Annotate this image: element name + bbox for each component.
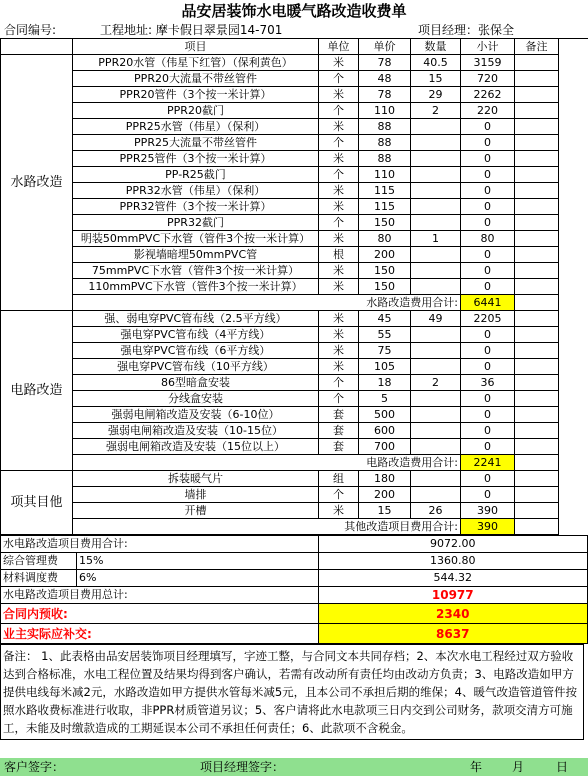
quantity bbox=[411, 151, 461, 167]
table-row bbox=[1, 311, 559, 327]
section-subtotal-label: 水路改造费用合计: bbox=[73, 295, 461, 311]
table-row bbox=[1, 55, 559, 71]
item-name: 开槽 bbox=[73, 503, 319, 519]
subtotal: 0 bbox=[461, 215, 515, 231]
material-row bbox=[1, 570, 588, 587]
header-blank bbox=[1, 39, 73, 55]
subtotal: 220 bbox=[461, 103, 515, 119]
quantity bbox=[411, 343, 461, 359]
remark bbox=[515, 279, 559, 295]
unit: 个 bbox=[319, 167, 359, 183]
material-rate: 6% bbox=[76, 570, 318, 587]
table-row bbox=[1, 407, 559, 423]
unit-price: 88 bbox=[359, 119, 411, 135]
section-subtotal-remark bbox=[515, 519, 559, 535]
remarks: 备注： 1、此表格由品安居装饰项目经理填写，字迹工整，与合同文本共同存档；2、本次水电工程经过双方验收达到合格标准，水电工程位置及结果均得到客户确认，若需有改动所有责任均由改动方负责；3、电路改造如甲方提供电线每米减2元，水路改造如甲方提供水管每米减5元，且本公司不承担后期的维保；4、暖气改造管道管件按照水路收费标准进行收取，非PPR材质管道另议；5、客户请将此水电款项三日内交到公司财务，款项交清方可施工，未能及时缴款造成的工期延误本公司不承担任何责任；6、此款项不含税金。 bbox=[0, 644, 584, 740]
quantity: 1 bbox=[411, 231, 461, 247]
unit-price: 78 bbox=[359, 87, 411, 103]
unit: 米 bbox=[319, 263, 359, 279]
remark bbox=[515, 423, 559, 439]
subtotal: 0 bbox=[461, 183, 515, 199]
unit: 套 bbox=[319, 439, 359, 455]
item-name: PPR20管件（3个按一米计算） bbox=[73, 87, 319, 103]
client-signature-label: 客户签字： bbox=[4, 760, 65, 774]
grand-value: 10977 bbox=[318, 587, 587, 604]
section-subtotal-row bbox=[1, 455, 559, 471]
month-label: 月 bbox=[512, 760, 525, 774]
item-name: 强弱电闸箱改造及安装（10-15位） bbox=[73, 423, 319, 439]
project-address: 工程地址: 摩卡假日翠景园14-701 bbox=[100, 23, 283, 37]
table-row bbox=[1, 231, 559, 247]
item-name: PPR25管件（3个按一米计算） bbox=[73, 151, 319, 167]
quantity: 49 bbox=[411, 311, 461, 327]
remark bbox=[515, 311, 559, 327]
item-name: PPR25大流量不带丝管件 bbox=[73, 135, 319, 151]
table-row bbox=[1, 423, 559, 439]
item-name: 强电穿PVC管布线（10平方线） bbox=[73, 359, 319, 375]
item-name: 强弱电闸箱改造及安装（6-10位） bbox=[73, 407, 319, 423]
subtotal: 2262 bbox=[461, 87, 515, 103]
manager-signature-label: 项目经理签字： bbox=[200, 760, 285, 774]
table-row bbox=[1, 119, 559, 135]
owner-value: 8637 bbox=[318, 624, 587, 644]
unit: 米 bbox=[319, 199, 359, 215]
remark bbox=[515, 119, 559, 135]
remark bbox=[515, 503, 559, 519]
unit-price: 600 bbox=[359, 423, 411, 439]
unit-price: 115 bbox=[359, 183, 411, 199]
header-row bbox=[0, 22, 588, 39]
quantity bbox=[411, 263, 461, 279]
table-row bbox=[1, 503, 559, 519]
column-header: 单价 bbox=[359, 39, 411, 55]
subtotal: 0 bbox=[461, 471, 515, 487]
day-label: 日 bbox=[556, 760, 569, 774]
item-name: 分线盒安装 bbox=[73, 391, 319, 407]
page-title: 品安居装饰水电暖气路改造收费单 bbox=[181, 2, 407, 20]
quantity: 26 bbox=[411, 503, 461, 519]
quantity: 29 bbox=[411, 87, 461, 103]
section-subtotal-row bbox=[1, 295, 559, 311]
section-subtotal-label: 电路改造费用合计: bbox=[73, 455, 461, 471]
remark bbox=[515, 103, 559, 119]
section-subtotal-value: 6441 bbox=[461, 295, 515, 311]
unit-price: 150 bbox=[359, 279, 411, 295]
unit-price: 55 bbox=[359, 327, 411, 343]
item-name: 强弱电闸箱改造及安装（15位以上） bbox=[73, 439, 319, 455]
unit-price: 110 bbox=[359, 167, 411, 183]
item-name: 强电穿PVC管布线（4平方线） bbox=[73, 327, 319, 343]
table-row bbox=[1, 487, 559, 503]
table-row bbox=[1, 103, 559, 119]
unit: 组 bbox=[319, 471, 359, 487]
item-name: PPR20水管（伟星下红管）（保利黄色） bbox=[73, 55, 319, 71]
unit-price: 15 bbox=[359, 503, 411, 519]
unit: 根 bbox=[319, 247, 359, 263]
remark bbox=[515, 343, 559, 359]
remark bbox=[515, 375, 559, 391]
column-header: 项目 bbox=[73, 39, 319, 55]
item-name: PPR32管件（3个按一米计算） bbox=[73, 199, 319, 215]
unit-price: 110 bbox=[359, 103, 411, 119]
mgmt-rate: 15% bbox=[76, 553, 318, 570]
subtotal: 0 bbox=[461, 343, 515, 359]
remark bbox=[515, 471, 559, 487]
section-subtotal-value: 390 bbox=[461, 519, 515, 535]
item-name: PPR25水管（伟星）（保利） bbox=[73, 119, 319, 135]
unit: 个 bbox=[319, 487, 359, 503]
signature-bar bbox=[0, 758, 588, 776]
unit-price: 45 bbox=[359, 311, 411, 327]
unit: 个 bbox=[319, 375, 359, 391]
quantity bbox=[411, 487, 461, 503]
subtotal: 36 bbox=[461, 375, 515, 391]
unit-price: 115 bbox=[359, 199, 411, 215]
unit-price: 75 bbox=[359, 343, 411, 359]
table-row bbox=[1, 359, 559, 375]
unit-price: 180 bbox=[359, 471, 411, 487]
unit-price: 78 bbox=[359, 55, 411, 71]
unit-price: 150 bbox=[359, 215, 411, 231]
subtotal: 0 bbox=[461, 263, 515, 279]
unit-price: 700 bbox=[359, 439, 411, 455]
unit-price: 88 bbox=[359, 151, 411, 167]
quantity: 2 bbox=[411, 103, 461, 119]
remark bbox=[515, 327, 559, 343]
grand-row bbox=[1, 587, 588, 604]
unit-price: 200 bbox=[359, 247, 411, 263]
quantity: 2 bbox=[411, 375, 461, 391]
column-header: 小计 bbox=[461, 39, 515, 55]
table-row bbox=[1, 71, 559, 87]
quantity bbox=[411, 279, 461, 295]
subtotal: 0 bbox=[461, 135, 515, 151]
subtotal: 0 bbox=[461, 359, 515, 375]
unit-price: 105 bbox=[359, 359, 411, 375]
unit: 个 bbox=[319, 215, 359, 231]
section-label: 水路改造 bbox=[1, 55, 73, 311]
item-name: PPR20截门 bbox=[73, 103, 319, 119]
table-row bbox=[1, 327, 559, 343]
subtotal: 0 bbox=[461, 423, 515, 439]
section-subtotal-row bbox=[1, 519, 559, 535]
quantity bbox=[411, 327, 461, 343]
section-label: 项其目他 bbox=[1, 471, 73, 535]
item-name: 110mmPVC下水管（管件3个按一米计算） bbox=[73, 279, 319, 295]
item-name: 强电穿PVC管布线（6平方线） bbox=[73, 343, 319, 359]
item-name: PP-R25截门 bbox=[73, 167, 319, 183]
material-label: 材料调度费 bbox=[1, 570, 77, 587]
total-label: 水电路改造项目费用合计: bbox=[1, 536, 319, 553]
project-manager: 项目经理：张保全 bbox=[418, 23, 515, 37]
quantity bbox=[411, 471, 461, 487]
mgmt-row bbox=[1, 553, 588, 570]
column-header-row bbox=[1, 39, 559, 55]
mgmt-value: 1360.80 bbox=[318, 553, 587, 570]
table-row bbox=[1, 391, 559, 407]
unit: 套 bbox=[319, 423, 359, 439]
table-row bbox=[1, 471, 559, 487]
quantity bbox=[411, 183, 461, 199]
item-name: 墙排 bbox=[73, 487, 319, 503]
quantity bbox=[411, 119, 461, 135]
unit-price: 150 bbox=[359, 263, 411, 279]
unit: 米 bbox=[319, 343, 359, 359]
unit-price: 200 bbox=[359, 487, 411, 503]
unit: 米 bbox=[319, 183, 359, 199]
unit: 米 bbox=[319, 279, 359, 295]
subtotal: 0 bbox=[461, 167, 515, 183]
subtotal: 720 bbox=[461, 71, 515, 87]
section-subtotal-remark bbox=[515, 295, 559, 311]
quantity: 40.5 bbox=[411, 55, 461, 71]
quantity bbox=[411, 359, 461, 375]
prepay-label: 合同内预收: bbox=[1, 604, 319, 624]
quantity bbox=[411, 135, 461, 151]
quantity bbox=[411, 407, 461, 423]
quantity bbox=[411, 247, 461, 263]
unit: 套 bbox=[319, 407, 359, 423]
mgmt-label: 综合管理费 bbox=[1, 553, 77, 570]
owner-row bbox=[1, 624, 588, 644]
unit-price: 18 bbox=[359, 375, 411, 391]
item-name: 75mmPVC下水管（管件3个按一米计算） bbox=[73, 263, 319, 279]
remark bbox=[515, 183, 559, 199]
prepay-value: 2340 bbox=[318, 604, 587, 624]
quantity bbox=[411, 215, 461, 231]
unit-price: 48 bbox=[359, 71, 411, 87]
subtotal: 2205 bbox=[461, 311, 515, 327]
unit: 米 bbox=[319, 327, 359, 343]
column-header: 备注 bbox=[515, 39, 559, 55]
remark bbox=[515, 199, 559, 215]
subtotal: 0 bbox=[461, 391, 515, 407]
table-row bbox=[1, 215, 559, 231]
subtotal: 0 bbox=[461, 407, 515, 423]
table-row bbox=[1, 87, 559, 103]
unit: 个 bbox=[319, 71, 359, 87]
column-header: 数量 bbox=[411, 39, 461, 55]
contract-label: 合同编号: bbox=[4, 23, 57, 37]
table-row bbox=[1, 343, 559, 359]
remark bbox=[515, 359, 559, 375]
table-row bbox=[1, 167, 559, 183]
subtotal: 0 bbox=[461, 119, 515, 135]
subtotal: 0 bbox=[461, 439, 515, 455]
subtotal: 0 bbox=[461, 151, 515, 167]
unit: 米 bbox=[319, 503, 359, 519]
quantity bbox=[411, 167, 461, 183]
column-header: 单位 bbox=[319, 39, 359, 55]
material-value: 544.32 bbox=[318, 570, 587, 587]
subtotal: 0 bbox=[461, 327, 515, 343]
owner-label: 业主实际应补交: bbox=[1, 624, 319, 644]
total-row bbox=[1, 536, 588, 553]
remark bbox=[515, 231, 559, 247]
table-row bbox=[1, 263, 559, 279]
remark bbox=[515, 167, 559, 183]
quantity bbox=[411, 423, 461, 439]
quantity bbox=[411, 199, 461, 215]
item-name: PPR20大流量不带丝管件 bbox=[73, 71, 319, 87]
table-row bbox=[1, 151, 559, 167]
unit: 米 bbox=[319, 87, 359, 103]
table-row bbox=[1, 375, 559, 391]
quantity bbox=[411, 391, 461, 407]
unit: 米 bbox=[319, 359, 359, 375]
item-name: 强、弱电穿PVC管布线（2.5平方线） bbox=[73, 311, 319, 327]
table-row bbox=[1, 279, 559, 295]
fee-table bbox=[0, 38, 559, 535]
table-row bbox=[1, 183, 559, 199]
remark bbox=[515, 487, 559, 503]
unit: 个 bbox=[319, 103, 359, 119]
total-value: 9072.00 bbox=[318, 536, 587, 553]
subtotal: 390 bbox=[461, 503, 515, 519]
subtotal: 0 bbox=[461, 487, 515, 503]
remark bbox=[515, 391, 559, 407]
remark bbox=[515, 215, 559, 231]
remark bbox=[515, 71, 559, 87]
quantity bbox=[411, 439, 461, 455]
unit-price: 5 bbox=[359, 391, 411, 407]
item-name: PPR32截门 bbox=[73, 215, 319, 231]
subtotal: 80 bbox=[461, 231, 515, 247]
subtotal: 0 bbox=[461, 279, 515, 295]
item-name: 86型暗盒安装 bbox=[73, 375, 319, 391]
unit: 米 bbox=[319, 119, 359, 135]
unit: 个 bbox=[319, 391, 359, 407]
unit-price: 80 bbox=[359, 231, 411, 247]
remark bbox=[515, 87, 559, 103]
table-row bbox=[1, 199, 559, 215]
remark bbox=[515, 407, 559, 423]
item-name: 明装50mmPVC下水管（管件3个按一米计算） bbox=[73, 231, 319, 247]
remark bbox=[515, 135, 559, 151]
table-row bbox=[1, 439, 559, 455]
unit: 个 bbox=[319, 135, 359, 151]
item-name: 拆装暖气片 bbox=[73, 471, 319, 487]
table-row bbox=[1, 135, 559, 151]
remark bbox=[515, 55, 559, 71]
unit: 米 bbox=[319, 311, 359, 327]
year-label: 年 bbox=[470, 760, 483, 774]
unit: 米 bbox=[319, 55, 359, 71]
unit: 米 bbox=[319, 231, 359, 247]
table-row bbox=[1, 247, 559, 263]
subtotal: 0 bbox=[461, 247, 515, 263]
unit: 米 bbox=[319, 151, 359, 167]
section-subtotal-label: 其他改造项目费用合计: bbox=[73, 519, 461, 535]
prepay-row bbox=[1, 604, 588, 624]
remark bbox=[515, 151, 559, 167]
unit-price: 88 bbox=[359, 135, 411, 151]
remark bbox=[515, 263, 559, 279]
subtotal: 3159 bbox=[461, 55, 515, 71]
subtotal: 0 bbox=[461, 199, 515, 215]
quantity: 15 bbox=[411, 71, 461, 87]
section-label: 电路改造 bbox=[1, 311, 73, 471]
remark bbox=[515, 439, 559, 455]
unit-price: 500 bbox=[359, 407, 411, 423]
item-name: 影视墙暗埋50mmPVC管 bbox=[73, 247, 319, 263]
section-subtotal-value: 2241 bbox=[461, 455, 515, 471]
section-subtotal-remark bbox=[515, 455, 559, 471]
grand-label: 水电路改造项目费用总计: bbox=[1, 587, 319, 604]
item-name: PPR32水管（伟星）（保利） bbox=[73, 183, 319, 199]
summary-table bbox=[0, 535, 588, 644]
remark bbox=[515, 247, 559, 263]
